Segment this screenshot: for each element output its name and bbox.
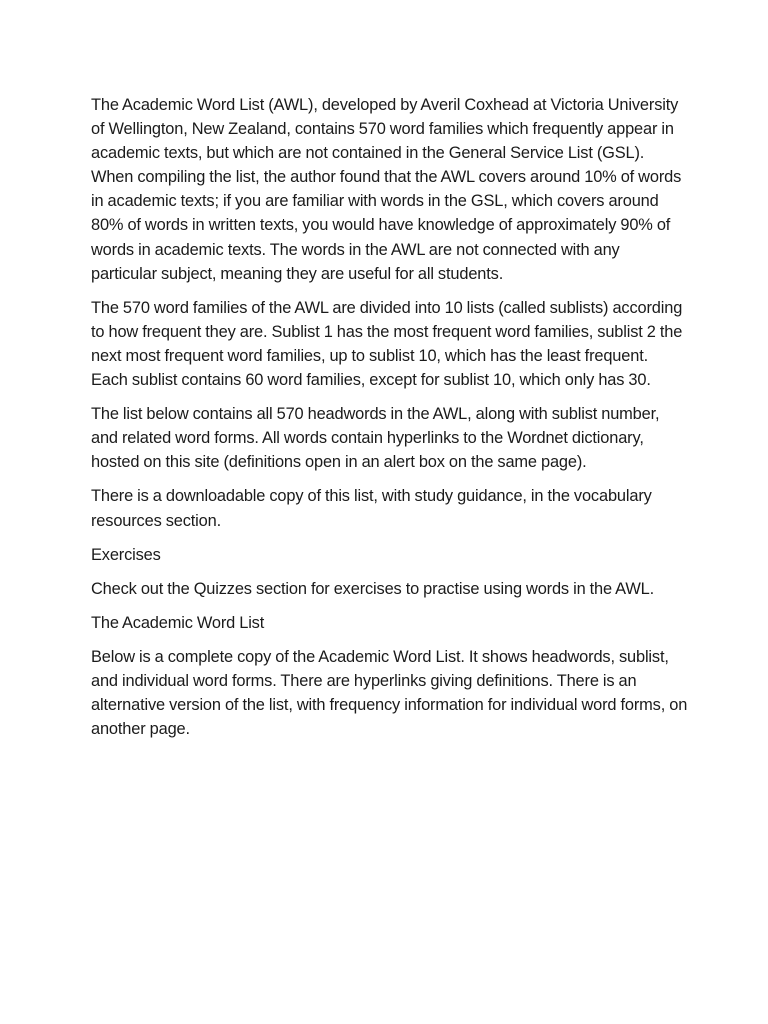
awl-heading: The Academic Word List xyxy=(91,613,265,632)
complete-copy-paragraph: Below is a complete copy of the Academic Word List. It shows headwords, sublist, and individual word forms. There are hyperlinks giving definitions. There is an alternative version of the list, with frequency information for individual word forms, on another page. xyxy=(91,647,688,739)
headwords-paragraph: The list below contains all 570 headwords in the AWL, along with sublist number, and related word forms. All words contain hyperlinks to the Wordnet dictionary, hosted on this site (definitions open in an alert box on the same page). xyxy=(91,405,660,472)
intro-paragraph: The Academic Word List (AWL), developed by Averil Coxhead at Victoria University of Wellington, New Zealand, contains 570 word families which frequently appear in academic texts, but which are not contained in the General Service List (GSL). When compiling the list, the author found that the AWL covers around 10% of words in academic texts; if you are familiar with words in the GSL, which covers around 80% of words in written texts, you would have knowledge of approximately 90% of words in academic texts. The words in the AWL are not connected with any particular subject, meaning they are useful for all students. xyxy=(91,96,682,283)
download-paragraph: There is a downloadable copy of this list, with study guidance, in the vocabulary resources section. xyxy=(91,487,652,530)
exercises-heading: Exercises xyxy=(91,545,161,564)
quizzes-paragraph: Check out the Quizzes section for exercises to practise using words in the AWL. xyxy=(91,579,655,598)
sublists-paragraph: The 570 word families of the AWL are divided into 10 lists (called sublists) according to how frequent they are. Sublist 1 has the most frequent word families, sublist 2 the next most frequent word families, up to sublist 10, which has the least frequent. Each sublist contains 60 word families, except for sublist 10, which only has 30. xyxy=(91,298,683,390)
